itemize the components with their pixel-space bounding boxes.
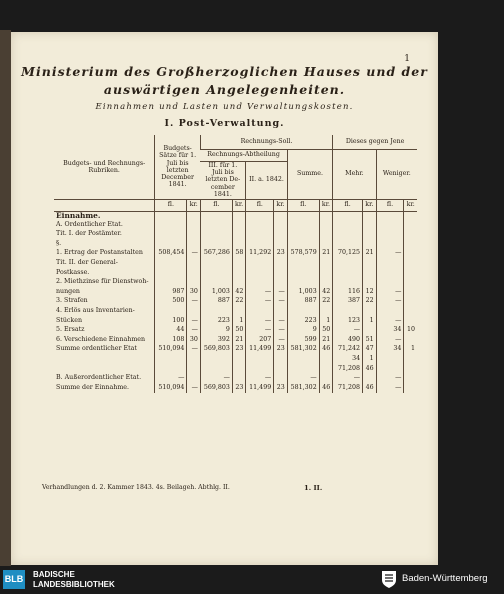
row-value: —	[376, 288, 404, 298]
row-value: 10	[404, 326, 417, 336]
row-value: 46	[319, 384, 333, 394]
page-number: 1	[404, 54, 410, 64]
row-value: 387	[333, 297, 363, 307]
table-row	[54, 345, 417, 355]
section-heading: I. Post-Verwaltung.	[164, 118, 285, 129]
header-dieses-gegen-jene: Dieses gegen Jene	[333, 135, 417, 149]
table-row	[54, 297, 417, 307]
table-row	[54, 259, 417, 269]
table-row	[54, 249, 417, 259]
row-label: 5. Ersatz	[56, 326, 85, 334]
row-label: Stücken	[56, 316, 83, 324]
row-value: 1	[363, 317, 377, 327]
row-label: 2. Miethzinse für Dienstwoh-	[56, 278, 149, 286]
book-spine	[0, 30, 11, 566]
header-rubriken: Budgets- und Rechnungs- Rubriken.	[54, 135, 155, 199]
row-value	[404, 297, 417, 307]
row-value	[404, 355, 417, 365]
row-label: 6. Verschiedene Einnahmen	[56, 335, 146, 343]
row-label: A. Ordentlicher Etat.	[56, 220, 123, 228]
signature-mark: 1. II.	[304, 484, 323, 492]
row-label: Tit. I. der Postämter.	[56, 230, 122, 238]
table-row	[54, 365, 417, 375]
table-row	[54, 221, 417, 231]
table-row	[54, 355, 417, 365]
row-value: 71,208	[333, 384, 363, 394]
row-value	[404, 249, 417, 259]
unit-kr: kr.	[274, 199, 288, 211]
header-col-iii: III. für 1. Juli bis letzten De- cember 1841.	[200, 161, 245, 199]
unit-fl: fl.	[200, 199, 232, 211]
row-label: Summe der Einnahme.	[56, 383, 130, 391]
row-value: 1	[319, 317, 333, 327]
row-value: 599	[287, 336, 319, 346]
row-value: 23	[274, 384, 288, 394]
baden-wuerttemberg-crest-icon	[381, 570, 397, 588]
row-value	[246, 365, 274, 375]
table-row	[54, 211, 417, 221]
row-value: 22	[232, 297, 246, 307]
row-label	[54, 365, 155, 375]
row-value: —	[274, 326, 288, 336]
unit-fl: fl.	[333, 199, 363, 211]
table-row	[54, 336, 417, 346]
row-value: 58	[232, 249, 246, 259]
row-value: 508,454	[155, 249, 187, 259]
row-value: 21	[363, 249, 377, 259]
row-value: 116	[333, 288, 363, 298]
table-row	[54, 384, 417, 394]
row-value: —	[246, 288, 274, 298]
row-label	[54, 355, 155, 365]
blb-logo-icon: BLB	[3, 570, 25, 589]
row-value: 987	[155, 288, 187, 298]
row-value: 34	[333, 355, 363, 365]
row-value: 223	[200, 317, 232, 327]
header-mehr: Mehr.	[333, 149, 376, 199]
page-title-line1: Ministerium des Großherzoglichen Hauses und der	[21, 64, 428, 79]
table-row	[54, 326, 417, 336]
row-value: 207	[246, 336, 274, 346]
row-value: 578,579	[287, 249, 319, 259]
table-body	[54, 211, 417, 393]
row-value	[319, 355, 333, 365]
row-value	[200, 365, 232, 375]
row-value: 42	[232, 288, 246, 298]
row-label: Tit. II. der General-	[56, 258, 118, 266]
table-row	[54, 307, 417, 317]
row-value: —	[376, 384, 404, 394]
row-value: 42	[319, 288, 333, 298]
row-value: —	[376, 297, 404, 307]
table-row	[54, 317, 417, 327]
header-budgets: Budgets- Sätze für 1. Juli bis letzten December 1841.	[155, 135, 200, 199]
unit-row	[54, 199, 417, 211]
row-value: 11,292	[246, 249, 274, 259]
row-value	[287, 365, 319, 375]
row-value: —	[274, 336, 288, 346]
baden-wuerttemberg-label: Baden-Württemberg	[402, 573, 488, 584]
row-value	[246, 355, 274, 365]
row-value: 108	[155, 336, 187, 346]
row-value: —	[274, 297, 288, 307]
row-value: —	[187, 249, 201, 259]
unit-fl: fl.	[155, 199, 187, 211]
row-value: 23	[274, 345, 288, 355]
document-page	[11, 32, 438, 565]
blb-name-line2: LANDESBIBLIOTHEK	[33, 580, 115, 589]
header-row-1	[54, 135, 417, 149]
row-value: 71,242	[333, 345, 363, 355]
row-value: 569,803	[200, 384, 232, 394]
page-title-line2: auswärtigen Angelegenheiten.	[103, 82, 346, 97]
row-value	[376, 355, 404, 365]
row-value	[274, 355, 288, 365]
row-value: 46	[363, 365, 377, 375]
row-value: 23	[274, 249, 288, 259]
header-summe: Summe.	[287, 149, 332, 199]
row-value: 567,286	[200, 249, 232, 259]
table-row	[54, 240, 417, 250]
blb-name	[33, 570, 115, 590]
row-value	[404, 365, 417, 375]
row-value: —	[333, 326, 363, 336]
row-value: 21	[319, 249, 333, 259]
row-value	[363, 326, 377, 336]
row-value: 50	[232, 326, 246, 336]
row-value: 47	[363, 345, 377, 355]
row-value: 1,003	[200, 288, 232, 298]
row-value: 11,499	[246, 384, 274, 394]
row-value: 30	[187, 288, 201, 298]
row-value	[274, 374, 288, 384]
row-value	[404, 288, 417, 298]
header-weniger: Weniger.	[376, 149, 417, 199]
row-value: 21	[319, 336, 333, 346]
row-value	[319, 374, 333, 384]
unit-fl: fl.	[246, 199, 274, 211]
row-value: —	[155, 374, 187, 384]
row-value: —	[376, 249, 404, 259]
row-label: Einnahme.	[56, 210, 101, 220]
row-label: Postkasse.	[56, 268, 90, 276]
unit-kr: kr.	[363, 199, 377, 211]
row-value	[376, 365, 404, 375]
unit-kr: kr.	[404, 199, 417, 211]
budget-table	[54, 135, 417, 393]
row-value	[287, 355, 319, 365]
row-label: 4. Erlös aus Inventarien-	[56, 306, 135, 314]
row-value: —	[200, 374, 232, 384]
row-value	[363, 374, 377, 384]
row-label: 3. Strafen	[56, 297, 88, 305]
row-value: —	[333, 374, 363, 384]
row-value	[232, 365, 246, 375]
unit-kr: kr.	[319, 199, 333, 211]
row-value: 46	[319, 345, 333, 355]
row-value: 44	[155, 326, 187, 336]
row-value: 21	[232, 336, 246, 346]
row-value: 887	[200, 297, 232, 307]
row-value: 392	[200, 336, 232, 346]
row-value: 11,499	[246, 345, 274, 355]
row-value: 581,302	[287, 384, 319, 394]
page-subtitle: Einnahmen und Lasten und Verwaltungskosten.	[95, 102, 354, 112]
unit-fl: fl.	[376, 199, 404, 211]
row-value: 51	[363, 336, 377, 346]
row-value: 9	[200, 326, 232, 336]
row-value: 223	[287, 317, 319, 327]
row-value: 22	[363, 297, 377, 307]
row-value: —	[246, 317, 274, 327]
row-value	[232, 374, 246, 384]
row-value: —	[187, 326, 201, 336]
row-value: 1	[363, 355, 377, 365]
row-value: 34	[376, 326, 404, 336]
row-value: 123	[333, 317, 363, 327]
row-value: —	[274, 317, 288, 327]
table-row	[54, 278, 417, 288]
row-value: —	[287, 374, 319, 384]
row-value: 581,302	[287, 345, 319, 355]
unit-kr: kr.	[187, 199, 201, 211]
row-label: Summe ordentlicher Etat	[56, 345, 137, 353]
table-row	[54, 288, 417, 298]
row-value: —	[187, 345, 201, 355]
row-value	[187, 374, 201, 384]
row-value	[200, 355, 232, 365]
row-value: 569,803	[200, 345, 232, 355]
row-value: 490	[333, 336, 363, 346]
row-value	[187, 355, 201, 365]
row-value	[319, 365, 333, 375]
row-label: 1. Ertrag der Postanstalten	[56, 249, 143, 257]
row-value: 887	[287, 297, 319, 307]
header-col-ia: II. a. 1842.	[246, 161, 287, 199]
row-value: 500	[155, 297, 187, 307]
row-value	[404, 374, 417, 384]
row-value	[187, 365, 201, 375]
row-value	[155, 365, 187, 375]
header-rechnungs-abteilung: Rechnungs-Abtheilung	[200, 149, 287, 161]
row-value	[232, 355, 246, 365]
row-value: 30	[187, 336, 201, 346]
row-value: 12	[363, 288, 377, 298]
row-value: 22	[319, 297, 333, 307]
row-value: 510,094	[155, 345, 187, 355]
row-value	[404, 336, 417, 346]
row-value	[274, 365, 288, 375]
row-value: —	[376, 336, 404, 346]
row-value: 50	[319, 326, 333, 336]
row-value	[155, 355, 187, 365]
row-value	[404, 317, 417, 327]
table-row	[54, 230, 417, 240]
row-value: —	[246, 326, 274, 336]
row-value: —	[246, 374, 274, 384]
row-value: —	[274, 288, 288, 298]
row-value: 70,125	[333, 249, 363, 259]
row-value: 510,094	[155, 384, 187, 394]
unit-fl: fl.	[287, 199, 319, 211]
row-label: nungen	[56, 287, 80, 295]
row-value: —	[376, 374, 404, 384]
row-value: 1,003	[287, 288, 319, 298]
row-value: 1	[404, 345, 417, 355]
row-value: —	[187, 317, 201, 327]
table-row	[54, 374, 417, 384]
row-value	[404, 384, 417, 394]
row-value: —	[187, 384, 201, 394]
row-label: B. Außerordentlicher Etat.	[56, 374, 142, 382]
footer-text: Verhandlungen d. 2. Kammer 1843. 4s. Beilageh. Abthlg. II.	[42, 484, 230, 491]
row-value: 46	[363, 384, 377, 394]
row-value: 1	[232, 317, 246, 327]
table-row	[54, 269, 417, 279]
row-value: 34	[376, 345, 404, 355]
unit-kr: kr.	[232, 199, 246, 211]
header-rechnungs-soll: Rechnungs-Soll.	[200, 135, 332, 149]
row-value: 71,208	[333, 365, 363, 375]
row-value: 23	[232, 345, 246, 355]
row-value: —	[376, 317, 404, 327]
row-value: 100	[155, 317, 187, 327]
row-value: —	[187, 297, 201, 307]
row-label: §.	[56, 239, 62, 247]
row-value: 23	[232, 384, 246, 394]
row-value: —	[246, 297, 274, 307]
blb-name-line1: BADISCHE	[33, 570, 75, 579]
row-value: 9	[287, 326, 319, 336]
